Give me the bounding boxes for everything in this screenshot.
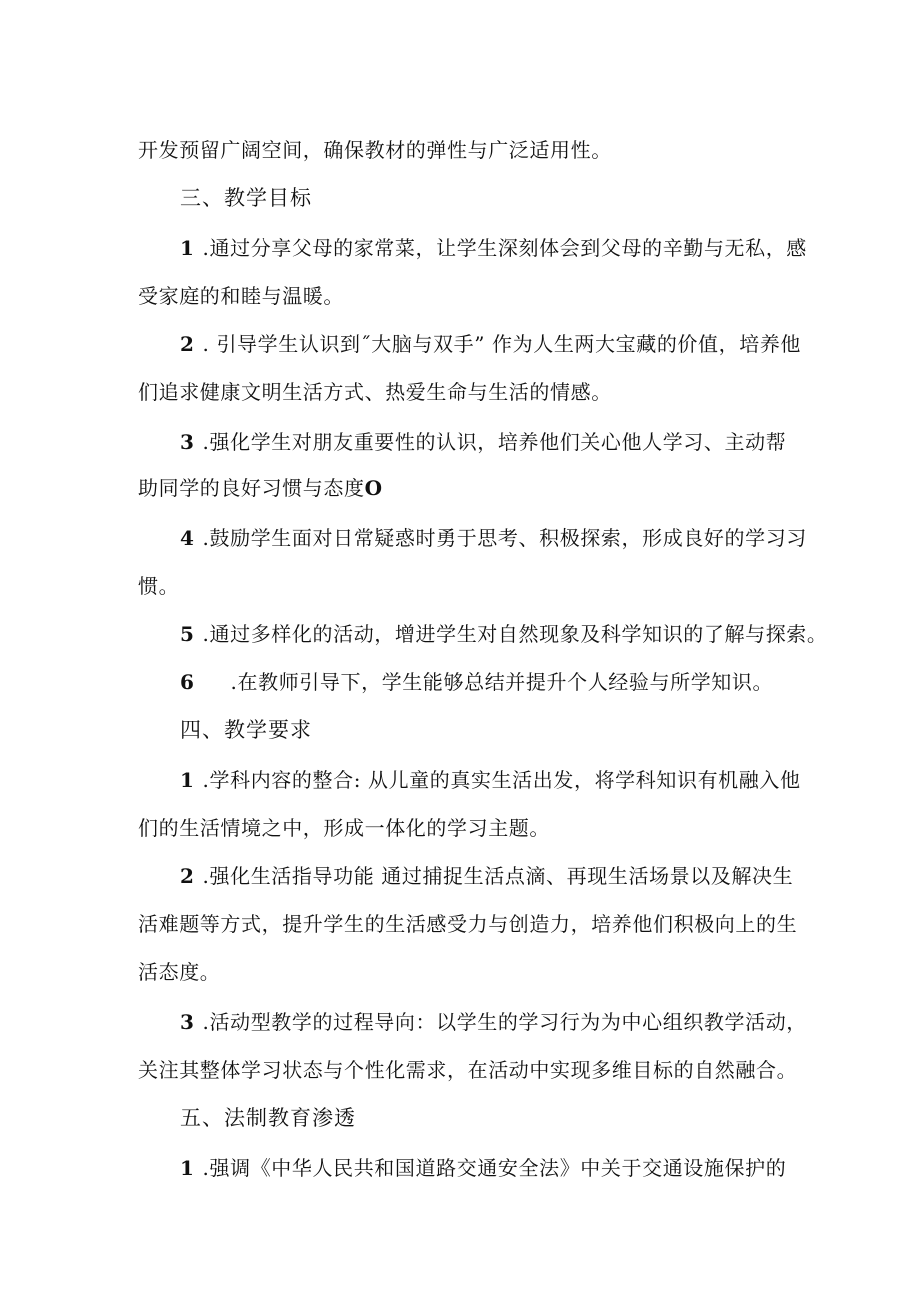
- heading-text: 四、教学要求: [180, 718, 312, 742]
- section-heading-requirements: [180, 716, 312, 744]
- line-text: 活难题等方式，提升学生的生活感受力与创造力，培养他们积极向上的生: [138, 912, 798, 936]
- line-text: 助同学的良好习惯与态度: [138, 476, 365, 500]
- line-text: 受家庭的和睦与温暖。: [138, 284, 344, 308]
- paragraph-line: [138, 378, 612, 406]
- line-text: .在教师引导下，学生能够总结并提升个人经验与所学知识。: [230, 670, 774, 694]
- list-item-line: [180, 862, 793, 890]
- list-item-line: [180, 524, 807, 552]
- list-item-line: [180, 668, 773, 696]
- item-number: 2: [180, 864, 195, 888]
- line-text: .学科内容的整合: 从儿童的真实生活出发，将学科知识有机融入他: [202, 768, 801, 792]
- line-text: .活动型教学的过程导向：以学生的学习行为为中心组织教学活动，: [202, 1010, 807, 1034]
- list-item-line: [180, 620, 828, 648]
- item-number: 1: [180, 236, 195, 260]
- list-item-line: [180, 234, 807, 262]
- list-item-line: [180, 428, 786, 456]
- line-text: 活态度。: [138, 960, 221, 984]
- paragraph-line: [138, 814, 550, 842]
- list-item-line: [180, 1154, 786, 1182]
- paragraph-line: [138, 572, 179, 600]
- list-item-line: [180, 766, 801, 794]
- paragraph-line: [138, 136, 612, 164]
- paragraph-line: [138, 958, 220, 986]
- item-number: 4: [180, 526, 195, 550]
- line-tail-glyph: O: [364, 476, 383, 500]
- line-text: 开发预留广阔空间，确保教材的弹性与广泛适用性。: [138, 138, 612, 162]
- item-number: 5: [180, 622, 195, 646]
- line-text: .通过多样化的活动，增进学生对自然现象及科学知识的了解与探索。: [202, 622, 828, 646]
- line-text: . 引导学生认识到˝大脑与双手” 作为人生两大宝藏的价值，培养他: [202, 332, 802, 356]
- item-number: 1: [180, 768, 195, 792]
- item-number: 2: [180, 332, 195, 356]
- paragraph-line: [138, 1056, 797, 1084]
- paragraph-line: [138, 474, 383, 502]
- section-heading-legal: [180, 1104, 356, 1132]
- line-text: 关注其整体学习状态与个性化需求，在活动中实现多维目标的自然融合。: [138, 1058, 798, 1082]
- heading-text: 三、教学目标: [180, 186, 312, 210]
- line-text: .强化学生对朋友重要性的认识，培养他们关心他人学习、主动帮: [202, 430, 787, 454]
- line-text: .通过分享父母的家常菜，让学生深刻体会到父母的辛勤与无私，感: [202, 236, 807, 260]
- line-text: .鼓励学生面对日常疑惑时勇于思考、积极探索，形成良好的学习习: [202, 526, 807, 550]
- item-number: 3: [180, 430, 195, 454]
- item-number: 3: [180, 1010, 195, 1034]
- list-item-line: [180, 1008, 807, 1036]
- paragraph-line: [138, 282, 344, 310]
- line-text: 们追求健康文明生活方式、热爱生命与生活的情感。: [138, 380, 612, 404]
- paragraph-line: [138, 910, 797, 938]
- item-number: 6: [180, 670, 195, 694]
- item-number: 1: [180, 1156, 195, 1180]
- line-text: .强调《中华人民共和国道路交通安全法》中关于交通设施保护的: [202, 1156, 787, 1180]
- section-heading-goals: [180, 184, 312, 212]
- line-text: .强化生活指导功能 通过捕捉生活点滴、再现生活场景以及解决生: [202, 864, 794, 888]
- list-item-line: [180, 330, 801, 358]
- heading-text: 五、法制教育渗透: [180, 1106, 356, 1130]
- line-text: 们的生活情境之中，形成一体化的学习主题。: [138, 816, 550, 840]
- line-text: 惯。: [138, 574, 180, 598]
